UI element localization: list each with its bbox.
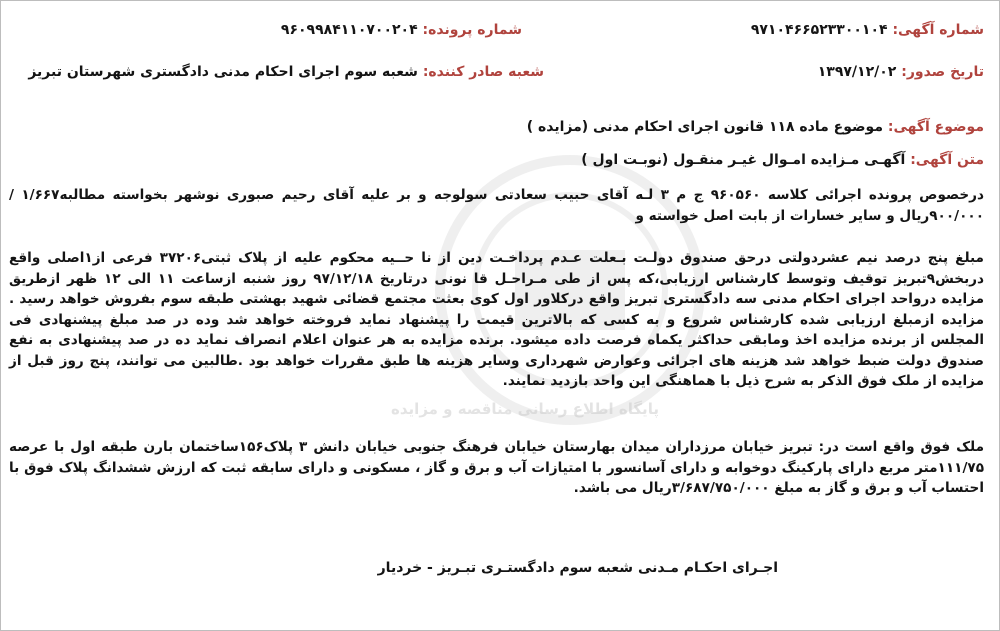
ad-number-row [751,22,984,38]
text-title-row [581,152,984,168]
body-paragraph-1: درخصوص پرونده اجرائی کلاسه ۹۶۰۵۶۰ ج م ۳ لـه آقای حبیب سعادتی سولوجه و بر علیه آقای رحیم صبوری نوشهر بخواسته مطالبه۱/۶۶۷ /۹۰۰/۰۰۰ریال و سایر خسارات از بابت اصل خواسته و [9,187,984,224]
issue-date-label: تاریخ صدور: [901,64,984,80]
text-label: متن آگهی: [910,152,984,168]
issuer-row [28,64,544,80]
case-number-label: شماره پرونده: [422,22,522,38]
issue-date-value: ۱۳۹۷/۱۲/۰۲ [817,64,897,80]
issuer-value: شعبه سوم اجرای احکام مدنی دادگستری شهرستان تبریز [28,64,418,80]
subject-row [527,119,984,135]
case-number-row [281,22,522,38]
body-paragraph-2: مبلغ پنج درصد نیم عشردولتی درحق صندوق دولـت بـعلت عـدم پرداخـت دین از نا حــیه محکوم علیه از پلاک ثبتی۳۷۲۰۶ فرعی از۱اصلی واقع دربخش۹تبریز توقیف وتوسط کارشناس ارزیابی،که پس از طی مـراحـل قا نونی درتاریخ ۹۷/۱۲/۱۸ روز شنبه ازساعت ۱۱ الی ۱۲ ظهر ازطریق مزایده درواحد اجرای احکام مدنی سه دادگستری تبریز واقع درکلاور اول کوی بعثت مجتمع قضائی شهید بهشتی طبقه سوم بفروش خواهد رسید . مزایده ازمبلغ ارزیابی شده کارشناس شروع و به کسی که بالاترین قیمت را پیشنهاد نماید فروخته خواهد شد وده در صد مبلغ پیشنهادی فی المجلس از برنده مزایده اخذ ومابقی حداکثر یکماه فرصت داده میشود. برنده مزایده به هر عنوان اعلام انصراف نماید ده در صد پیشنهادی به نفع صندوق دولت ضبط خواهد شد هزینه های اجرائی وعوارض شهرداری وسایر هزینه ها طبق مقررات خواهد بود .طالبین می توانند، پنج روز قبل از مزایده از ملک فوق الذکر به شرح ذیل با هماهنگی این واحد بازدید نمایند. [9,250,984,389]
ad-number-label: شماره آگهی: [892,22,984,38]
body-paragraph-3: ملک فوق واقع است در: تبریز خیابان مرزداران میدان بهارستان خیابان فرهنگ جنوبی خیابان دانش ۳ پلاک۱۵۶ساختمان بارن طبقه اول با عرصه ۱۱۱/۷۵متر مربع دارای پارکینگ دوخوابه و دارای آسانسور با امتیازات آب و برق و گاز ، مسکونی و دارای سابقه ثبت که ارزش ششدانگ پلاک فوق با احتساب آب و برق و گاز به مبلغ ۳/۶۸۷/۷۵۰/۰۰۰ریال می باشد. [9,439,984,496]
subject-label: موضوع آگهی: [887,119,984,135]
issuer-label: شعبه صادر کننده: [422,64,544,80]
issue-date-row [818,64,984,80]
footer-signature: اجـرای احکـام مـدنی شعبه سوم دادگستـری تبـریز - خردیار [377,560,778,576]
case-number-value: ۹۶۰۹۹۸۴۱۱۰۷۰۰۲۰۴ [280,22,418,38]
text-title: آگهـی مـزایده امـوال غیـر منقـول (نوبـت اول ) [581,152,906,168]
subject-value: موضوع ماده ۱۱۸ قانون اجرای احکام مدنی (مزایده ) [526,119,883,135]
watermark-text: پایگاه اطلاع رسانی مناقصه و مزایده [391,400,659,418]
ad-number-value: ۹۷۱۰۴۶۶۵۲۳۳۰۰۱۰۴ [750,22,888,38]
